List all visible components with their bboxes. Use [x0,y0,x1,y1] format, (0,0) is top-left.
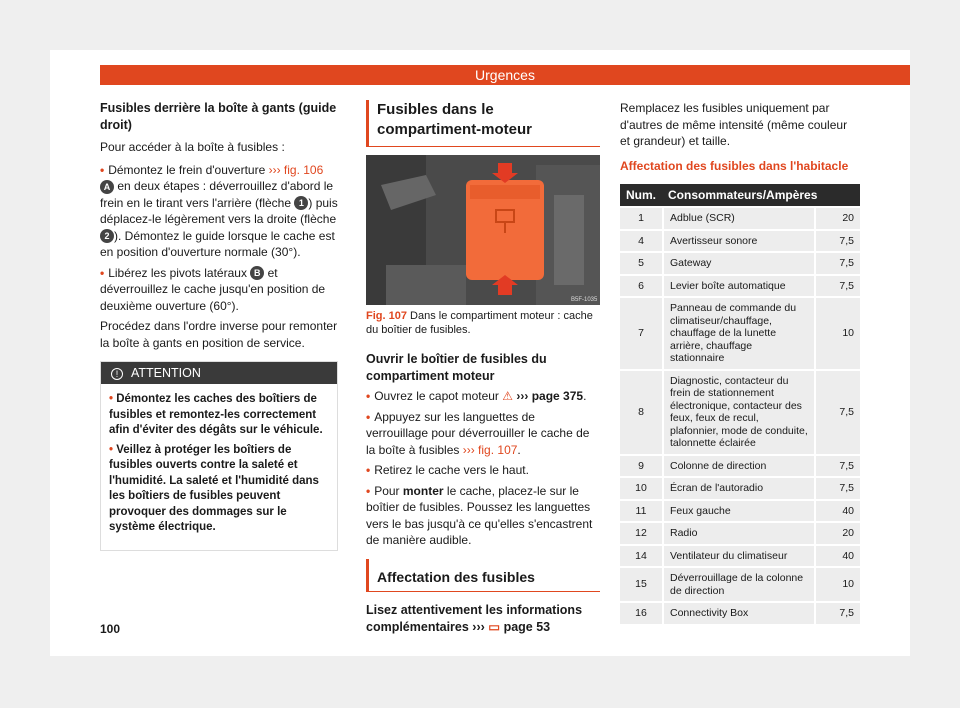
cell-desc: Panneau de commande du climatiseur/chauffage, chauffage de la lunette arrière, chauffage stationnaire [662,298,816,369]
cell-desc: Diagnostic, contacteur du frein de stationnement électronique, contacteur des feux, feux de recul, plafonnier, mode de conduite, talonnette éclairée [662,371,816,454]
badge-1: 1 [294,196,308,210]
cell-num: 4 [620,231,662,252]
table-row [620,456,860,477]
table-row [620,208,860,229]
cell-num: 1 [620,208,662,229]
table-row [620,523,860,544]
cell-desc: Écran de l'autoradio [662,478,816,499]
fuse-assignment-title: Affectation des fusibles [366,559,600,593]
cell-amp: 7,5 [816,371,860,454]
table-row [620,276,860,297]
attention-item: • Démontez les caches des boîtiers de fusibles et remontez-les correctement afin d'éviter des dégâts sur le véhicule. [109,393,323,436]
warning-triangle-icon: ⚠ [502,389,514,403]
cell-num: 9 [620,456,662,477]
cell-num: 5 [620,253,662,274]
glovebox-intro: Pour accéder à la boîte à fusibles : [100,140,285,154]
right-column [620,100,860,626]
cell-num: 8 [620,371,662,454]
cell-amp: 10 [816,298,860,369]
cell-amp: 7,5 [816,603,860,624]
table-title: Affectation des fusibles dans l'habitacle [620,158,849,173]
bullet-icon: • [100,162,105,177]
table-row [620,546,860,567]
engine-step-4: • Pour monter le cache, placez-le sur le boîtier de fusibles. Poussez les languettes vers le bas jusqu'à ce qu'elles s'encastrent de manière audible. [366,483,593,547]
glovebox-step-2: • Libérez les pivots latéraux B et déverrouillez le cache jusqu'en position de deuxième ouverture (60°). [100,265,326,313]
engine-step-3: • Retirez le cache vers le haut. [366,463,529,477]
cell-amp: 7,5 [816,456,860,477]
cell-desc: Levier boîte automatique [662,276,816,297]
table-row [620,231,860,252]
attention-box [100,361,338,551]
cell-desc: Connectivity Box [662,603,816,624]
engine-compartment-illustration [366,155,600,305]
attention-item: • Veillez à protéger les boîtiers de fusibles ouverts contre la saleté et l'humidité. La saleté et l'humidité dans les boîtiers de fusibles peuvent provoquer des dommages sur le système électrique. [109,443,319,533]
page-link[interactable]: ››› page 375 [516,389,584,403]
cell-desc: Déverrouillage de la colonne de direction [662,568,816,601]
cell-desc: Gateway [662,253,816,274]
glovebox-title: Fusibles derrière la boîte à gants (guide droit) [100,101,337,132]
table-row [620,253,860,274]
table-row [620,501,860,522]
badge-b: B [250,266,264,280]
glovebox-step-1: • Démontez le frein d'ouverture ››› fig. 106 A en deux étapes : déverrouillez d'abord le frein en le tirant vers l'arrière (flèche 1 ) puis déplacez-le légèrement vers la droite (flèche 2 ). Démontez le guide lorsque le cache est en position d'ouverture normale (30°). [100,162,338,259]
engine-step-1: • Ouvrez le capot moteur ⚠ ››› page 375. [366,389,587,403]
cell-num: 14 [620,546,662,567]
cell-num: 15 [620,568,662,601]
cell-desc: Colonne de direction [662,456,816,477]
manual-page [50,50,910,656]
cell-amp: 40 [816,501,860,522]
figure-caption: Fig. 107 Dans le compartiment moteur : cache du boîtier de fusibles. [366,310,593,336]
cell-amp: 20 [816,523,860,544]
cell-num: 10 [620,478,662,499]
engine-fuses-title: Fusibles dans le compartiment-moteur [366,100,600,147]
badge-a: A [100,180,114,194]
table-row [620,568,860,601]
cell-desc: Feux gauche [662,501,816,522]
cell-amp: 40 [816,546,860,567]
fig-link[interactable]: ››› fig. 107 [462,442,518,457]
cell-desc: Adblue (SCR) [662,208,816,229]
table-row [620,603,860,624]
cell-amp: 7,5 [816,478,860,499]
book-icon: ▭ [488,619,501,634]
attention-header: ! ATTENTION [101,362,337,384]
cell-amp: 20 [816,208,860,229]
read-info-note: Lisez attentivement les informations complémentaires ››› ▭ page 53 [366,603,583,634]
engine-fusebox-figure [366,155,600,305]
cell-num: 11 [620,501,662,522]
cell-desc: Radio [662,523,816,544]
table-row [620,478,860,499]
col-header-consumers: Consommateurs/Ampères [662,184,860,206]
section-header: Urgences [100,65,910,85]
replace-fuses-note: Remplacez les fusibles uniquement par d'autres de même intensité (même couleur et grandeur) et taille. [620,101,848,148]
cell-amp: 7,5 [816,253,860,274]
cell-desc: Avertisseur sonore [662,231,816,252]
glovebox-outro: Procédez dans l'ordre inverse pour remonter la boîte à gants en position de service. [100,319,338,350]
col-header-num: Num. [620,184,662,206]
cell-num: 7 [620,298,662,369]
left-column [100,100,338,551]
fuse-table [620,182,860,626]
badge-2: 2 [100,229,114,243]
engine-step-2: • Appuyez sur les languettes de verrouillage pour déverrouiller le cache de la boîte à fusibles ››› fig. 107. [366,409,590,457]
cell-amp: 7,5 [816,231,860,252]
page-number: 100 [100,622,121,636]
figure-code: B5F-1035 [571,297,598,303]
cell-num: 6 [620,276,662,297]
cell-desc: Ventilateur du climatiseur [662,546,816,567]
fig-link[interactable]: ››› fig. 106 [268,162,324,177]
cell-num: 16 [620,603,662,624]
cell-num: 12 [620,523,662,544]
bullet-icon: • [100,265,105,280]
middle-column [366,100,600,639]
cell-amp: 10 [816,568,860,601]
open-fusebox-subhead: Ouvrir le boîtier de fusibles du compartiment moteur [366,352,547,383]
table-row [620,371,860,454]
warning-icon: ! [111,368,123,380]
cell-amp: 7,5 [816,276,860,297]
table-row [620,298,860,369]
